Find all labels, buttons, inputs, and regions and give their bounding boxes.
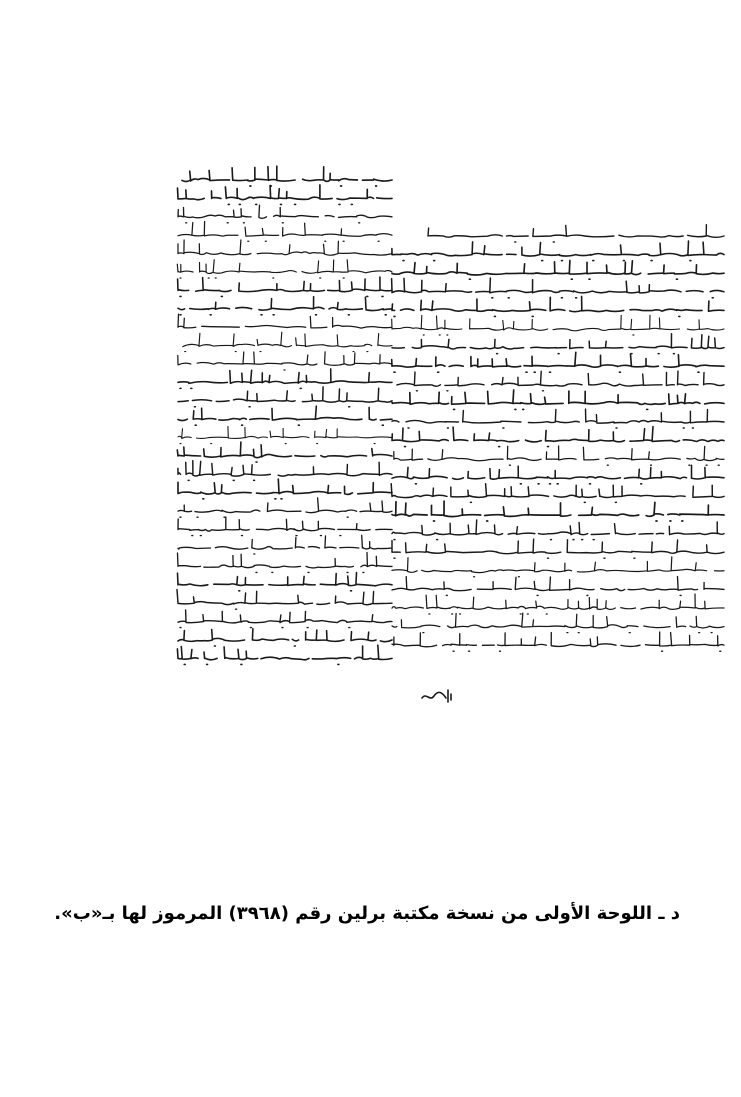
handwriting-line: [391, 371, 724, 391]
catchword-image: [420, 686, 454, 706]
handwriting-line: [392, 501, 724, 521]
handwriting-line: [178, 629, 392, 646]
handwriting-line: [178, 610, 392, 628]
handwriting-line: [178, 352, 392, 370]
handwriting-line: [388, 261, 724, 280]
handwriting-line: [178, 498, 392, 517]
manuscript-right-folio: [388, 212, 728, 664]
handwriting-line: [177, 442, 392, 462]
handwriting-line: [388, 613, 724, 633]
handwriting-line: [392, 315, 724, 335]
handwriting-line: [177, 260, 392, 278]
handwriting-line: [392, 390, 724, 410]
handwriting-line: [178, 185, 393, 205]
handwriting-line: [177, 332, 392, 351]
handwriting-line: [178, 205, 392, 223]
handwriting-line: [391, 484, 724, 503]
handwriting-left-image: [176, 158, 396, 670]
handwriting-line: [392, 539, 724, 558]
handwriting-line: [178, 222, 392, 242]
handwriting-line: [392, 334, 724, 354]
handwriting-line: [392, 427, 724, 447]
handwriting-line: [178, 297, 392, 315]
handwriting-line: [178, 277, 392, 296]
handwriting-line: [388, 520, 724, 540]
handwriting-line: [392, 577, 724, 596]
handwriting-line: [178, 240, 392, 255]
handwriting-right-image: [388, 212, 728, 664]
plate-caption: د ـ اللوحة الأولى من نسخة مكتبة برلين رقم (٣٩٦٨) المرموز لها بـ«ب».: [54, 903, 680, 924]
handwriting-line: [176, 517, 392, 536]
handwriting-line: [178, 314, 392, 328]
handwriting-line: [428, 225, 724, 242]
handwriting-line: [391, 446, 724, 465]
handwriting-line: [176, 479, 392, 499]
handwriting-line: [392, 594, 724, 614]
handwriting-line: [176, 406, 392, 425]
handwriting-line: [392, 241, 724, 261]
handwriting-line: [392, 352, 724, 372]
handwriting-line: [392, 465, 724, 484]
handwriting-line: [392, 632, 724, 651]
manuscript-left-folio: [176, 158, 396, 670]
handwriting-line: [176, 645, 392, 664]
handwriting-line: [178, 461, 392, 481]
handwriting-line: [176, 573, 392, 591]
handwriting-line: [392, 296, 724, 316]
handwriting-line: [182, 166, 392, 186]
handwriting-line: [178, 426, 392, 443]
handwriting-line: [176, 387, 392, 407]
handwriting-line: [177, 590, 392, 610]
handwriting-line: [178, 369, 392, 389]
handwriting-line: [178, 553, 393, 573]
handwriting-line: [388, 557, 724, 577]
handwriting-line: [392, 409, 724, 428]
handwriting-line: [178, 535, 392, 554]
handwriting-line: [388, 278, 724, 298]
